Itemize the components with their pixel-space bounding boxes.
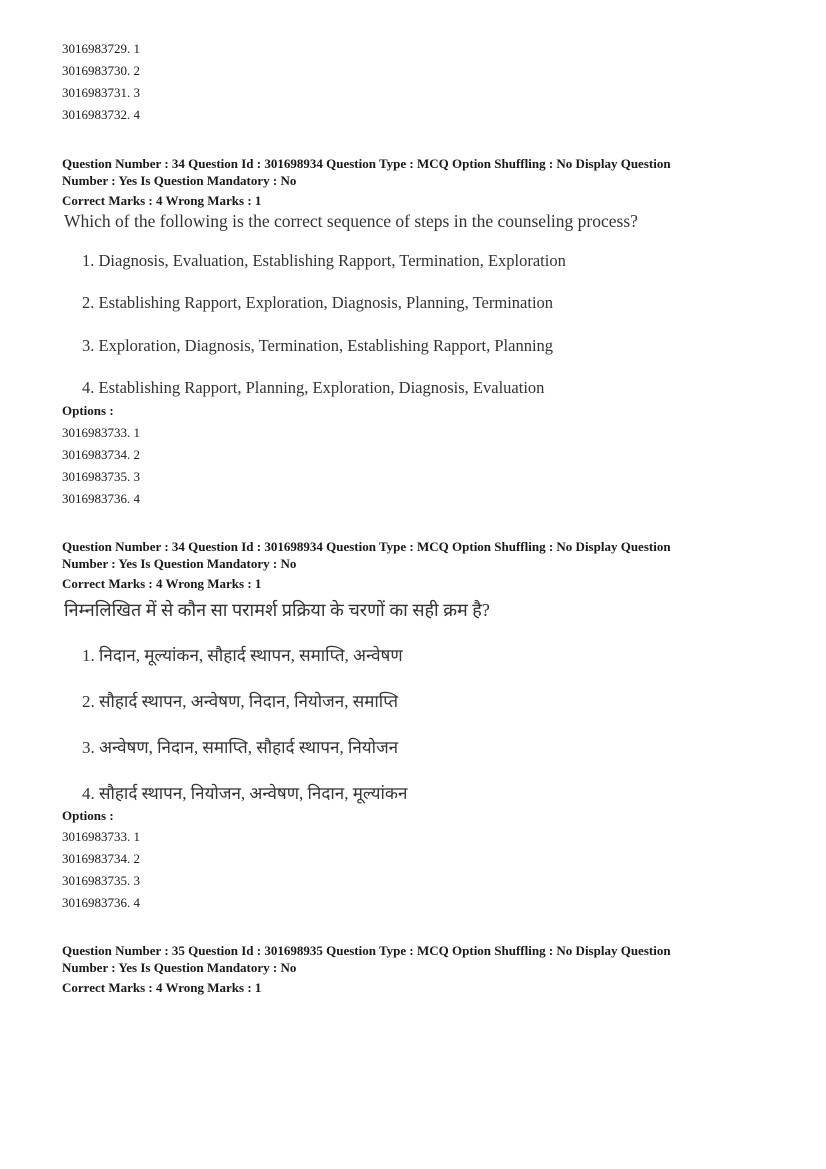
answer-choice: 3. Exploration, Diagnosis, Termination, Establishing Rapport, Planning: [82, 336, 554, 355]
question-meta-line: Number : Yes Is Question Mandatory : No: [62, 960, 297, 975]
option-line: 3016983732. 4: [62, 107, 140, 122]
answer-choice: 2. Establishing Rapport, Exploration, Diagnosis, Planning, Termination: [82, 293, 554, 312]
answer-choice: 1. निदान, मूल्यांकन, सौहार्द स्थापन, समाप्ति, अन्वेषण: [82, 646, 403, 665]
answer-choice: 1. Diagnosis, Evaluation, Establishing Rapport, Termination, Exploration: [82, 251, 566, 270]
option-line: 3016983729. 1: [62, 41, 140, 56]
question-marks: Correct Marks : 4 Wrong Marks : 1: [62, 193, 262, 208]
option-line: 3016983736. 4: [62, 491, 140, 506]
question-meta: [62, 155, 782, 209]
option-line: 3016983733. 1: [62, 829, 140, 844]
answer-choice: 4. Establishing Rapport, Planning, Exploration, Diagnosis, Evaluation: [82, 378, 545, 397]
answer-choice: 3. अन्वेषण, निदान, समाप्ति, सौहार्द स्थापन, नियोजन: [82, 738, 399, 757]
question-text: निम्नलिखित में से कौन सा परामर्श प्रक्रिया के चरणों का सही क्रम है?: [64, 600, 490, 620]
option-line: 3016983731. 3: [62, 85, 140, 100]
question-meta: [62, 538, 782, 592]
question-text: Which of the following is the correct sequence of steps in the counseling process?: [64, 211, 638, 231]
option-line: 3016983736. 4: [62, 895, 140, 910]
question-meta-line: Number : Yes Is Question Mandatory : No: [62, 556, 297, 571]
question-meta-line: Question Number : 34 Question Id : 301698934 Question Type : MCQ Option Shuffling : No Display Question: [62, 156, 671, 171]
option-line: 3016983733. 1: [62, 425, 140, 440]
question-marks: Correct Marks : 4 Wrong Marks : 1: [62, 576, 262, 591]
question-meta-line: Question Number : 34 Question Id : 301698934 Question Type : MCQ Option Shuffling : No Display Question: [62, 539, 671, 554]
question-marks: Correct Marks : 4 Wrong Marks : 1: [62, 980, 262, 995]
options-label: Options :: [62, 808, 114, 823]
question-meta-line: Question Number : 35 Question Id : 301698935 Question Type : MCQ Option Shuffling : No Display Question: [62, 943, 671, 958]
option-line: 3016983735. 3: [62, 873, 140, 888]
question-meta: [62, 942, 782, 996]
option-line: 3016983735. 3: [62, 469, 140, 484]
option-line: 3016983734. 2: [62, 447, 140, 462]
options-label: Options :: [62, 403, 114, 418]
option-line: 3016983734. 2: [62, 851, 140, 866]
answer-choice: 2. सौहार्द स्थापन, अन्वेषण, निदान, नियोजन, समाप्ति: [82, 692, 399, 711]
question-meta-line: Number : Yes Is Question Mandatory : No: [62, 173, 297, 188]
option-line: 3016983730. 2: [62, 63, 140, 78]
answer-choice: 4. सौहार्द स्थापन, नियोजन, अन्वेषण, निदान, मूल्यांकन: [82, 784, 408, 803]
